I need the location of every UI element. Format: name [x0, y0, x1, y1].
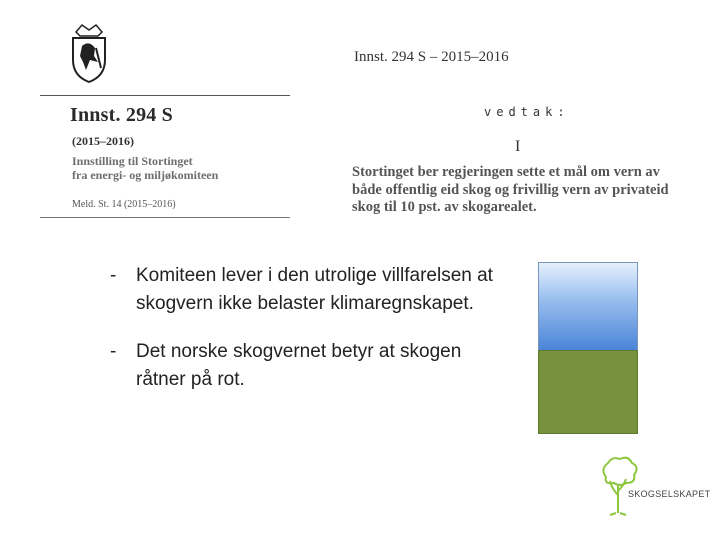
document-reference: Meld. St. 14 (2015–2016)	[72, 199, 176, 210]
document-years: (2015–2016)	[72, 134, 134, 148]
vedtak-heading: vedtak:	[484, 105, 570, 119]
bullet-item	[110, 338, 500, 394]
bullet-dash: -	[110, 341, 117, 362]
document-title: Innst. 294 S	[70, 104, 173, 126]
forest-block	[538, 350, 638, 434]
bullet-dash: -	[110, 265, 117, 286]
bullet-item	[110, 262, 500, 318]
decision-text-line: Stortinget ber regjeringen sette et mål om vern av	[352, 164, 660, 180]
norwegian-coat-of-arms-icon	[68, 22, 110, 84]
roman-numeral: I	[515, 138, 521, 155]
right-document-header: Innst. 294 S – 2015–2016	[354, 49, 509, 65]
logo-text: SKOGSELSKAPET	[628, 489, 711, 499]
decision-text-line: både offentlig eid skog og frivillig vern av privateid	[352, 182, 669, 198]
bullet-text: Komiteen lever i den utrolige villfarelsen at skogvern ikke belaster klimaregnskapet.	[136, 265, 493, 314]
document-subtitle-line1: Innstilling til Stortinget	[72, 154, 193, 168]
divider	[40, 217, 290, 218]
divider	[40, 95, 290, 96]
bullet-text: Det norske skogvernet betyr at skogen råtner på rot.	[136, 341, 462, 390]
bullet-list	[110, 262, 500, 414]
sky-block	[538, 262, 638, 351]
tree-icon	[596, 455, 700, 517]
decision-text-line: skog til 10 pst. av skogarealet.	[352, 199, 537, 215]
document-subtitle-line2: fra energi- og miljøkomiteen	[72, 168, 219, 182]
